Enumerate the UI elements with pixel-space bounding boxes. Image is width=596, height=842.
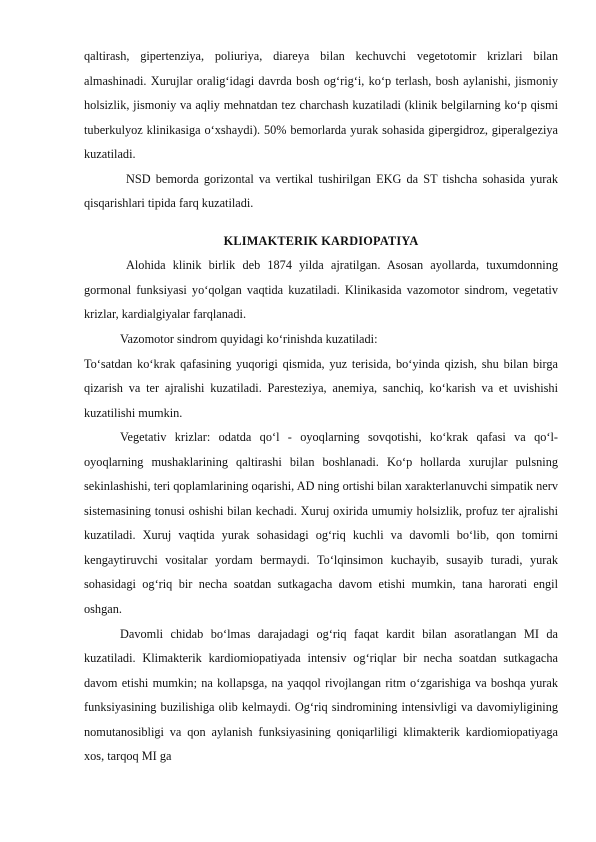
- paragraph-ekg: NSD bemorda gorizontal va vertikal tushirilgan EKG da ST tishcha sohasida yurak qisqarishlari tipida farq kuzatiladi.: [84, 171, 558, 211]
- paragraph-intro: Alohida klinik birlik deb 1874 yilda ajratilgan. Asosan ayollarda, tuxumdonning gormonal funksiyasi yo‘qolgan vaqtida kuzatiladi. Klinikasida vazomotor sindrom, vegetativ krizlar, kardialgiyalar farqlanadi.: [84, 258, 558, 322]
- paragraph-symptoms: qaltirash, gipertenziya, poliuriya, diareya bilan kechuvchi vegetotomir krizlari bilan almashinadi. Xurujlar oralig‘idagi davrda bosh og‘rig‘i, ko‘p terlash, bosh aylanishi, jismoniy holsizlik, jismoniy va aqliy mehnatdan tez charchash kuzatiladi (klinik belgilarning ko‘p qismi tuberkulyoz klinikasiga o‘xshaydi). 50% bemorlarda yurak sohasida gipergidroz, giperalgeziya kuzatiladi.: [84, 49, 558, 162]
- paragraph-vegetative-crises: Vegetativ krizlar: odatda qo‘l - oyoqlarning sovqotishi, ko‘krak qafasi va qo‘l-oyoqlarning mushaklarining qaltirashi bilan boshlanadi. Ko‘p hollarda xurujlar pulsning sekinlashishi, teri qoplamlarining oqarishi, AD ning ortishi bilan xarakterlanuvchi simpatik nerv sistemasining tonusi oshishi bilan kechadi. Xuruj oxirida umumiy holsizlik, profuz ter ajralishi kuzatiladi. Xuruj vaqtida yurak sohasidagi og‘riq kuchli va davomli bo‘lib, qon tomirni kengaytiruvchi vositalar yordam bermaydi. To‘lqinsimon kuchayib, susayib turadi, yurak sohasidagi og‘riq bir necha soatdan sutkagacha davom etishi mumkin, tana harorati engil oshgan.: [84, 430, 558, 617]
- document-page: [84, 44, 558, 769]
- paragraph-pain: Davomli chidab bo‘lmas darajadagi og‘riq faqat kardit bilan asoratlangan MI da kuzatiladi. Klimakterik kardiomiopatiyada intensiv og‘riqlar bir necha soatdan sutkagacha davom etishi mumkin; na kollapsga, na yaqqol rivojlangan ritm o‘zgarishiga va boshqa yurak funksiyasining buzilishiga olib kelmaydi. Og‘riq sindromining intensivligi va davomiyligining nomutanosibligi va qon aylanish funksiyasining qoniqarliligi klimakterik kardiomiopatiyaga xos, tarqoq MI ga: [84, 626, 558, 764]
- paragraph-vasomotor-details: To‘satdan ko‘krak qafasining yuqorigi qismida, yuz terisida, bo‘yinda qizish, shu bilan birga qizarish va ter ajralishi kuzatiladi. Paresteziya, anemiya, sanchiq, ko‘karish va et uvishishi kuzatilishi mumkin.: [84, 356, 558, 420]
- paragraph-vasomotor-lead: Vazomotor sindrom quyidagi ko‘rinishda kuzatiladi:: [120, 332, 378, 347]
- section-heading: KLIMAKTERIK KARDIOPATIYA: [223, 233, 419, 248]
